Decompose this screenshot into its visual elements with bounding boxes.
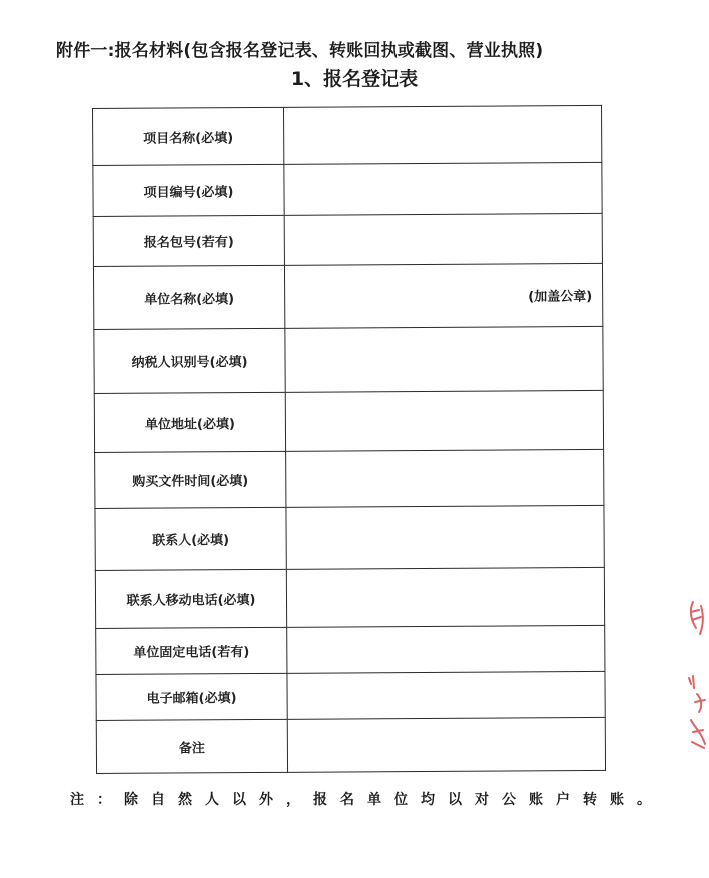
row-label-tax-id: 纳税人识别号(必填) (94, 328, 285, 393)
table-row (96, 717, 605, 773)
project-number-field[interactable] (284, 162, 602, 215)
table-row (93, 263, 602, 329)
email-field[interactable] (287, 671, 605, 719)
table-row (95, 567, 604, 628)
table-row (93, 213, 602, 266)
tax-id-field[interactable] (285, 326, 603, 392)
table-row (95, 505, 604, 570)
table-row (94, 390, 603, 452)
table-row (93, 162, 602, 216)
row-label-project-name: 项目名称(必填) (93, 107, 284, 165)
table-row (96, 671, 605, 720)
table-row (93, 105, 602, 165)
row-label-email: 电子邮箱(必填) (96, 673, 287, 720)
row-label-company-name: 单位名称(必填) (93, 265, 284, 329)
official-seal-note: (加盖公章) (528, 289, 593, 305)
row-label-remarks: 备注 (96, 719, 287, 773)
row-label-purchase-time: 购买文件时间(必填) (95, 451, 286, 508)
row-label-landline: 单位固定电话(若有) (96, 627, 287, 674)
form-title: 1、报名登记表 (290, 68, 419, 90)
package-number-field[interactable] (284, 213, 602, 265)
footer-note: 注：除自然人以外，报名单位均以对公账户转账。 (70, 792, 664, 808)
row-label-company-address: 单位地址(必填) (94, 392, 285, 452)
row-label-package-number: 报名包号(若有) (93, 215, 284, 266)
remarks-field[interactable] (287, 717, 605, 772)
row-label-project-number: 项目编号(必填) (93, 164, 284, 216)
table-row (94, 326, 603, 393)
company-address-field[interactable] (285, 390, 603, 451)
purchase-time-field[interactable] (286, 449, 604, 507)
contact-person-field[interactable] (286, 505, 604, 569)
table-row (96, 625, 605, 674)
document-heading: 附件一:报名材料(包含报名登记表、转账回执或截图、营业执照) (56, 41, 544, 61)
registration-table (92, 105, 606, 774)
row-label-mobile-phone: 联系人移动电话(必填) (95, 569, 286, 628)
project-name-field[interactable] (283, 105, 601, 164)
mobile-phone-field[interactable] (286, 567, 604, 627)
table-row (95, 449, 604, 508)
row-label-contact-person: 联系人(必填) (95, 507, 286, 570)
red-seal-fragment (683, 598, 709, 758)
landline-field[interactable] (287, 625, 605, 673)
company-name-field[interactable] (284, 263, 602, 328)
